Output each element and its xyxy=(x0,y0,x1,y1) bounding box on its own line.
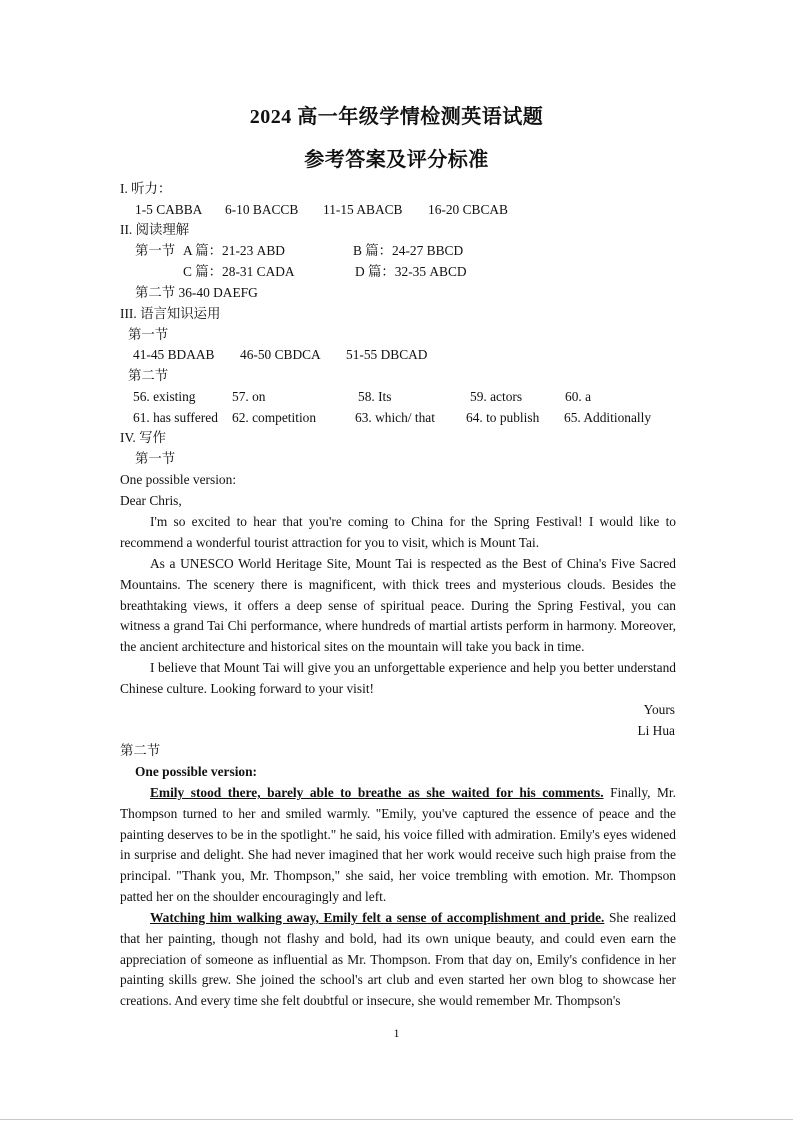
answer-group: 1-5 CABBA xyxy=(135,202,203,217)
version-label: One possible version: xyxy=(135,764,258,779)
answer-item: 61. has suffered xyxy=(133,410,218,425)
continuation-paragraph xyxy=(120,783,676,908)
underlined-lead-sentence: Emily stood there, barely able to breathe as she waited for his comments. xyxy=(150,785,604,800)
answer-group: 16-20 CBCAB xyxy=(428,202,508,217)
answer-item: 56. existing xyxy=(133,389,196,404)
continuation-paragraph xyxy=(120,908,676,1012)
letter-paragraph: I believe that Mount Tai will give you an unforgettable experience and help you better understand Chinese culture. Looking forward to your visit! xyxy=(120,660,676,696)
reading-passage-d: D 篇：32-35 ABCD xyxy=(355,264,467,279)
letter-signature: Li Hua xyxy=(637,723,675,738)
answer-item: 64. to publish xyxy=(466,410,540,425)
underlined-lead-sentence: Watching him walking away, Emily felt a sense of accomplishment and pride. xyxy=(150,910,605,925)
answer-item: 58. Its xyxy=(358,389,392,404)
answer-item: 63. which/ that xyxy=(355,410,435,425)
section-label: 第一节 xyxy=(128,327,169,342)
section-label: 第一节 xyxy=(135,243,176,258)
answer-group: 46-50 CBDCA xyxy=(240,347,321,362)
page-subtitle: 参考答案及评分标准 xyxy=(304,149,489,171)
paragraph-text: Finally, Mr. Thompson turned to her and smiled warmly. "Emily, you've captured the essence of peace and the painting deserves to be in the spotlight." he said, his voice filled with admiration. Emily's eyes widened in surprise and delight. She had never imagined that her work would receive such high praise from the principal. "Thank you, Mr. Thompson," she said, her voice trembling with emotion. Mr. Thompson patted her on the shoulder encouragingly and left. xyxy=(120,785,676,904)
answer-item: 60. a xyxy=(565,389,592,404)
answer-item: 59. actors xyxy=(470,389,523,404)
page-bottom-rule xyxy=(0,1119,793,1120)
letter-paragraph: I'm so excited to hear that you're coming to China for the Spring Festival! I would like to recommend a wonderful tourist attraction for you to visit, which is Mount Tai. xyxy=(120,514,676,550)
letter-paragraph: As a UNESCO World Heritage Site, Mount Tai is respected as the Best of China's Five Sacred Mountains. The scenery there is magnificent, with thick trees and mysterious clouds. Besides the breathtaking views, it offers a deep sense of spiritual peace. During the Spring Festival, you can witness a grand Tai Chi performance, where hundreds of martial artists perform in harmony. Moreover, the ancient architecture and historical sites on the mountain will take you back in time. xyxy=(120,556,676,655)
paragraph-text: She realized that her painting, though not flashy and bold, had its own unique beauty, and could even earn the appreciation of someone as influential as Mr. Thompson. From that day on, Emily's confidence in her painting skills grew. She joined the school's art club and even started her own blog to showcase her creations. And every time she felt doubtful or insecure, she would remember Mr. Thompson's xyxy=(120,910,676,1009)
section-label: 第一节 xyxy=(135,451,176,466)
page-title: 2024 高一年级学情检测英语试题 xyxy=(249,106,544,128)
answer-item: 57. on xyxy=(232,389,266,404)
section-label: 第二节 xyxy=(120,743,161,758)
answer-item: 65. Additionally xyxy=(564,410,652,425)
reading-heading: II. 阅读理解 xyxy=(120,222,190,237)
answer-group: 11-15 ABACB xyxy=(323,202,403,217)
writing-heading: IV. 写作 xyxy=(120,430,166,445)
reading-passage-c: C 篇：28-31 CADA xyxy=(183,264,295,279)
letter-closing: Yours xyxy=(643,702,675,717)
answer-item: 62. competition xyxy=(232,410,317,425)
listening-heading: I. 听力： xyxy=(120,181,172,196)
section-label: 第二节 xyxy=(128,368,169,383)
language-heading: III. 语言知识运用 xyxy=(120,306,221,321)
reading-passage-a: A 篇：21-23 ABD xyxy=(183,243,285,258)
page-number: 1 xyxy=(393,1026,400,1040)
version-label: One possible version: xyxy=(120,472,237,487)
letter-greeting: Dear Chris, xyxy=(120,493,182,508)
answer-group: 6-10 BACCB xyxy=(225,202,299,217)
reading-passage-b: B 篇：24-27 BBCD xyxy=(353,243,464,258)
reading-section2: 第二节 36-40 DAEFG xyxy=(135,285,258,300)
answer-group: 41-45 BDAAB xyxy=(133,347,215,362)
answer-group: 51-55 DBCAD xyxy=(346,347,428,362)
